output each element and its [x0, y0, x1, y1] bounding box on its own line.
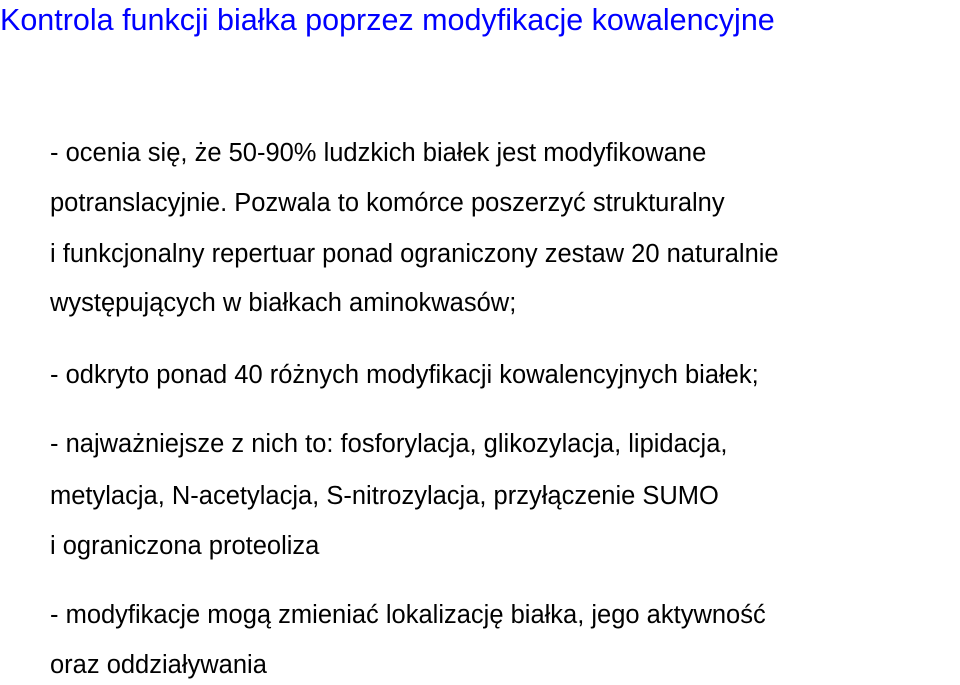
- bullet-line: potranslacyjnie. Pozwala to komórce poszerzyć strukturalny: [50, 189, 725, 217]
- bullet-line: i funkcjonalny repertuar ponad ograniczony zestaw 20 naturalnie: [50, 240, 779, 268]
- bullet-line: - modyfikacje mogą zmieniać lokalizację białka, jego aktywność: [50, 601, 766, 629]
- bullet-line: - odkryto ponad 40 różnych modyfikacji kowalencyjnych białek;: [50, 361, 759, 389]
- bullet-line: - ocenia się, że 50-90% ludzkich białek jest modyfikowane: [50, 139, 707, 167]
- bullet-line: metylacja, N-acetylacja, S-nitrozylacja, przyłączenie SUMO: [50, 482, 719, 510]
- bullet-line: występujących w białkach aminokwasów;: [50, 289, 517, 317]
- bullet-line: - najważniejsze z nich to: fosforylacja, glikozylacja, lipidacja,: [50, 430, 728, 458]
- slide-title: Kontrola funkcji białka poprzez modyfikacje kowalencyjne: [0, 3, 775, 37]
- bullet-line: oraz oddziaływania: [50, 651, 267, 679]
- bullet-line: i ograniczona proteoliza: [50, 532, 320, 560]
